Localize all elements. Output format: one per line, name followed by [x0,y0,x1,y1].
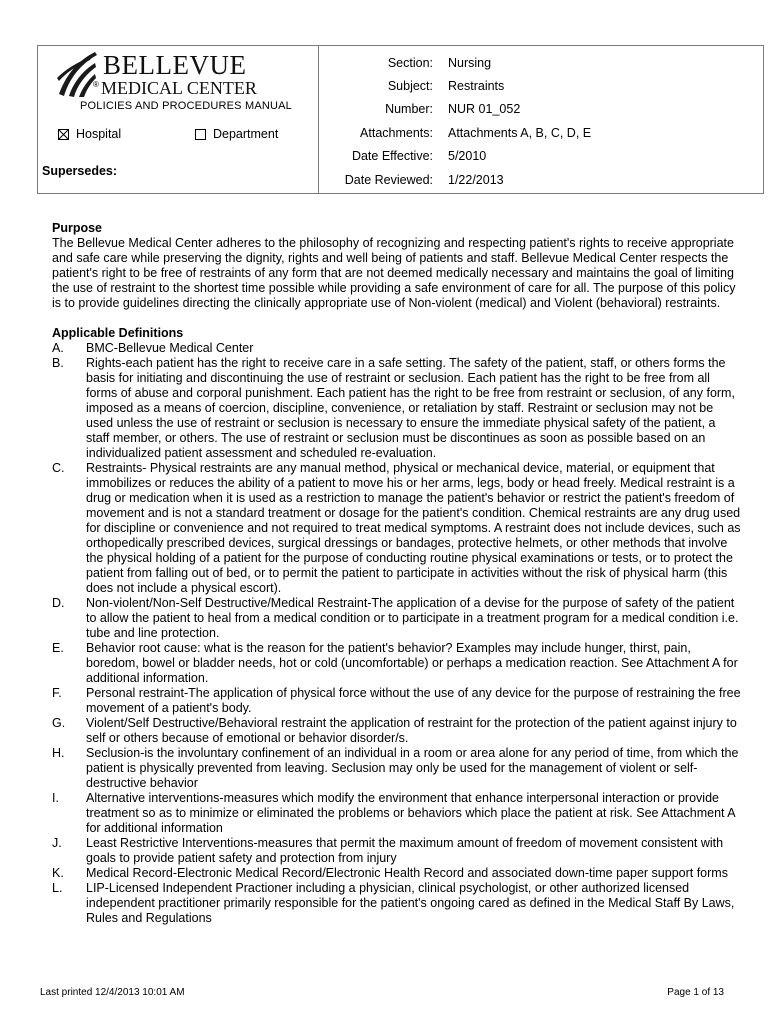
department-checkbox[interactable] [195,129,206,140]
definition-letter: J. [52,836,62,850]
definition-text: Alternative interventions-measures which modify the environment that enhance interpersonal interaction or provide treatment so as to minimize or eliminated the problems or behaviors which place the patient at risk. See Attachment A for additional information [86,791,735,835]
definitions-list [52,341,742,926]
definition-letter: G. [52,716,66,730]
meta-label: Attachments: [360,126,433,140]
definition-item [52,881,742,926]
hospital-checkbox[interactable] [58,129,69,140]
meta-value: 1/22/2013 [448,173,504,187]
meta-value: Nursing [448,56,492,70]
definition-letter: H. [52,746,65,760]
definition-text: Rights-each patient has the right to receive care in a safe setting. The safety of the patient, staff, or others forms the basis for initiating and discontinuing the use of restraint or seclusion. Each patient has the right to be free from all forms of abuse and corporal punishment. Each patient has the right to be free from restraint or seclusion, of any form, imposed as a means of coercion, discipline, convenience, or retaliation by staff. Restraint or seclusion may not be used unless the use of restraint or seclusion is necessary to ensure the immediate physical safety of the patient, a staff member, or others. The use of restraint or seclusion must be discontinues as soon as possible based on an individualized patient assessment and scheduled re-evaluation. [86,356,735,460]
definition-letter: A. [52,341,64,355]
meta-label: Subject: [387,79,433,93]
definition-item [52,866,742,881]
hospital-label: Hospital [76,127,122,141]
department-label: Department [213,127,279,141]
definition-text: Behavior root cause: what is the reason for the patient's behavior? Examples may include hunger, thirst, pain, boredom, bowel or bladder needs, hot or cold (uncomfortable) or perhaps a medication reaction. See Attachment A for additional information. [86,641,738,685]
bellevue-logo-icon [55,48,99,98]
meta-value: 5/2010 [448,149,487,163]
definition-item [52,686,742,716]
definition-letter: I. [52,791,59,805]
bellevue-logo [55,48,255,100]
definition-letter: F. [52,686,62,700]
definition-item [52,716,742,746]
logo-line-2: MEDICAL CENTER [101,78,257,98]
definition-text: Least Restrictive Interventions-measures that permit the maximum amount of freedom of movement consistent with goals to provide patient safety and protection from injury [86,836,724,865]
definition-item [52,746,742,791]
meta-label: Date Effective: [351,149,433,163]
definition-text: Seclusion-is the involuntary confinement of an individual in a room or area alone for any period of time, from which the patient is physically prevented from leaving. Seclusion may only be used for the management of violent or self-destructive behavior [86,746,739,790]
definition-letter: K. [52,866,64,880]
definition-text: Non-violent/Non-Self Destructive/Medical Restraint-The application of a devise for the purpose of safety of the patient to allow the patient to heal from a medical condition or to participate in a treatment program for a medical condition i.e. tube and line protection. [86,596,739,640]
hospital-checkbox-row[interactable] [58,127,121,141]
purpose-heading: Purpose [52,221,103,235]
purpose-text: The Bellevue Medical Center adheres to the philosophy of recognizing and respecting patient's rights to receive appropriate and safe care while preserving the dignity, rights and well being of patients and staff. Bellevue Medical Center respects the patient's right to be free of restraints of any form that are not deemed medically necessary and maintains the goal of limiting the use of restraint to the shortest time possible while providing a safe environment of care for all. The purpose of this policy is to provide guidelines directing the clinically appropriate use of Non-violent (medical) and Violent (behavioral) restraints. [52,236,736,310]
definition-letter: E. [52,641,64,655]
definition-letter: L. [52,881,63,895]
definition-text: BMC-Bellevue Medical Center [86,341,254,355]
definition-item [52,641,742,686]
policy-body [52,221,742,926]
definition-text: Medical Record-Electronic Medical Record/Electronic Health Record and associated down-time paper support forms [86,866,728,880]
document-header [37,45,764,194]
definition-item [52,791,742,836]
footer-page-number: Page 1 of 13 [667,987,724,998]
manual-title: POLICIES AND PROCEDURES MANUAL [80,100,292,112]
logo-registered-mark: ® [93,80,99,89]
meta-value: Restraints [448,79,505,93]
meta-label: Date Reviewed: [344,173,433,187]
definition-text: Restraints- Physical restraints are any manual method, physical or mechanical device, material, or equipment that immobilizes or reduces the ability of a patient to move his or her arms, legs, body or head freely. Medical restraint is a drug or medication when it is used as a restriction to manage the patient's behavior or restrict the patient's freedom of movement and is not a standard treatment or dosage for the patient's condition. Chemical restraints are any drug used for discipline or convenience and not required to treat medical symptoms. A restraint does not include devices, such as orthopedically prescribed devices, surgical dressings or bandages, protective helmets, or other methods that involve the physical holding of a patient for the purpose of conducting routine physical examinations or tests, or to protect the patient from falling out of bed, or to permit the patient to participate in activities without the risk of physical harm (this does not include a physical escort). [86,461,741,595]
definition-item [52,461,742,596]
meta-value: Attachments A, B, C, D, E [448,126,592,140]
meta-label: Number: [385,102,433,116]
definition-letter: B. [52,356,64,370]
supersedes-label: Supersedes: [42,164,118,178]
definitions-heading: Applicable Definitions [52,326,184,340]
footer-last-printed: Last printed 12/4/2013 10:01 AM [40,987,185,998]
meta-value: NUR 01_052 [448,102,521,116]
definition-text: Violent/Self Destructive/Behavioral restraint the application of restraint for the protection of the patient against injury to self or others because of emotional or behavior disorder/s. [86,716,737,745]
definition-item [52,356,742,461]
logo-line-1: BELLEVUE [103,50,247,80]
department-checkbox-row[interactable] [195,127,278,141]
definition-item [52,341,742,356]
definition-text: LIP-Licensed Independent Practioner including a physician, clinical psychologist, or other authorized licensed independent practitioner primarily responsible for the patient's ongoing cared as defined in the Medical Staff By Laws, Rules and Regulations [86,881,735,925]
definition-text: Personal restraint-The application of physical force without the use of any device for the purpose of restraining the free movement of a patient's body. [86,686,741,715]
meta-label: Section: [387,56,433,70]
definition-item [52,836,742,866]
definition-letter: C. [52,461,65,475]
definition-item [52,596,742,641]
definition-letter: D. [52,596,65,610]
